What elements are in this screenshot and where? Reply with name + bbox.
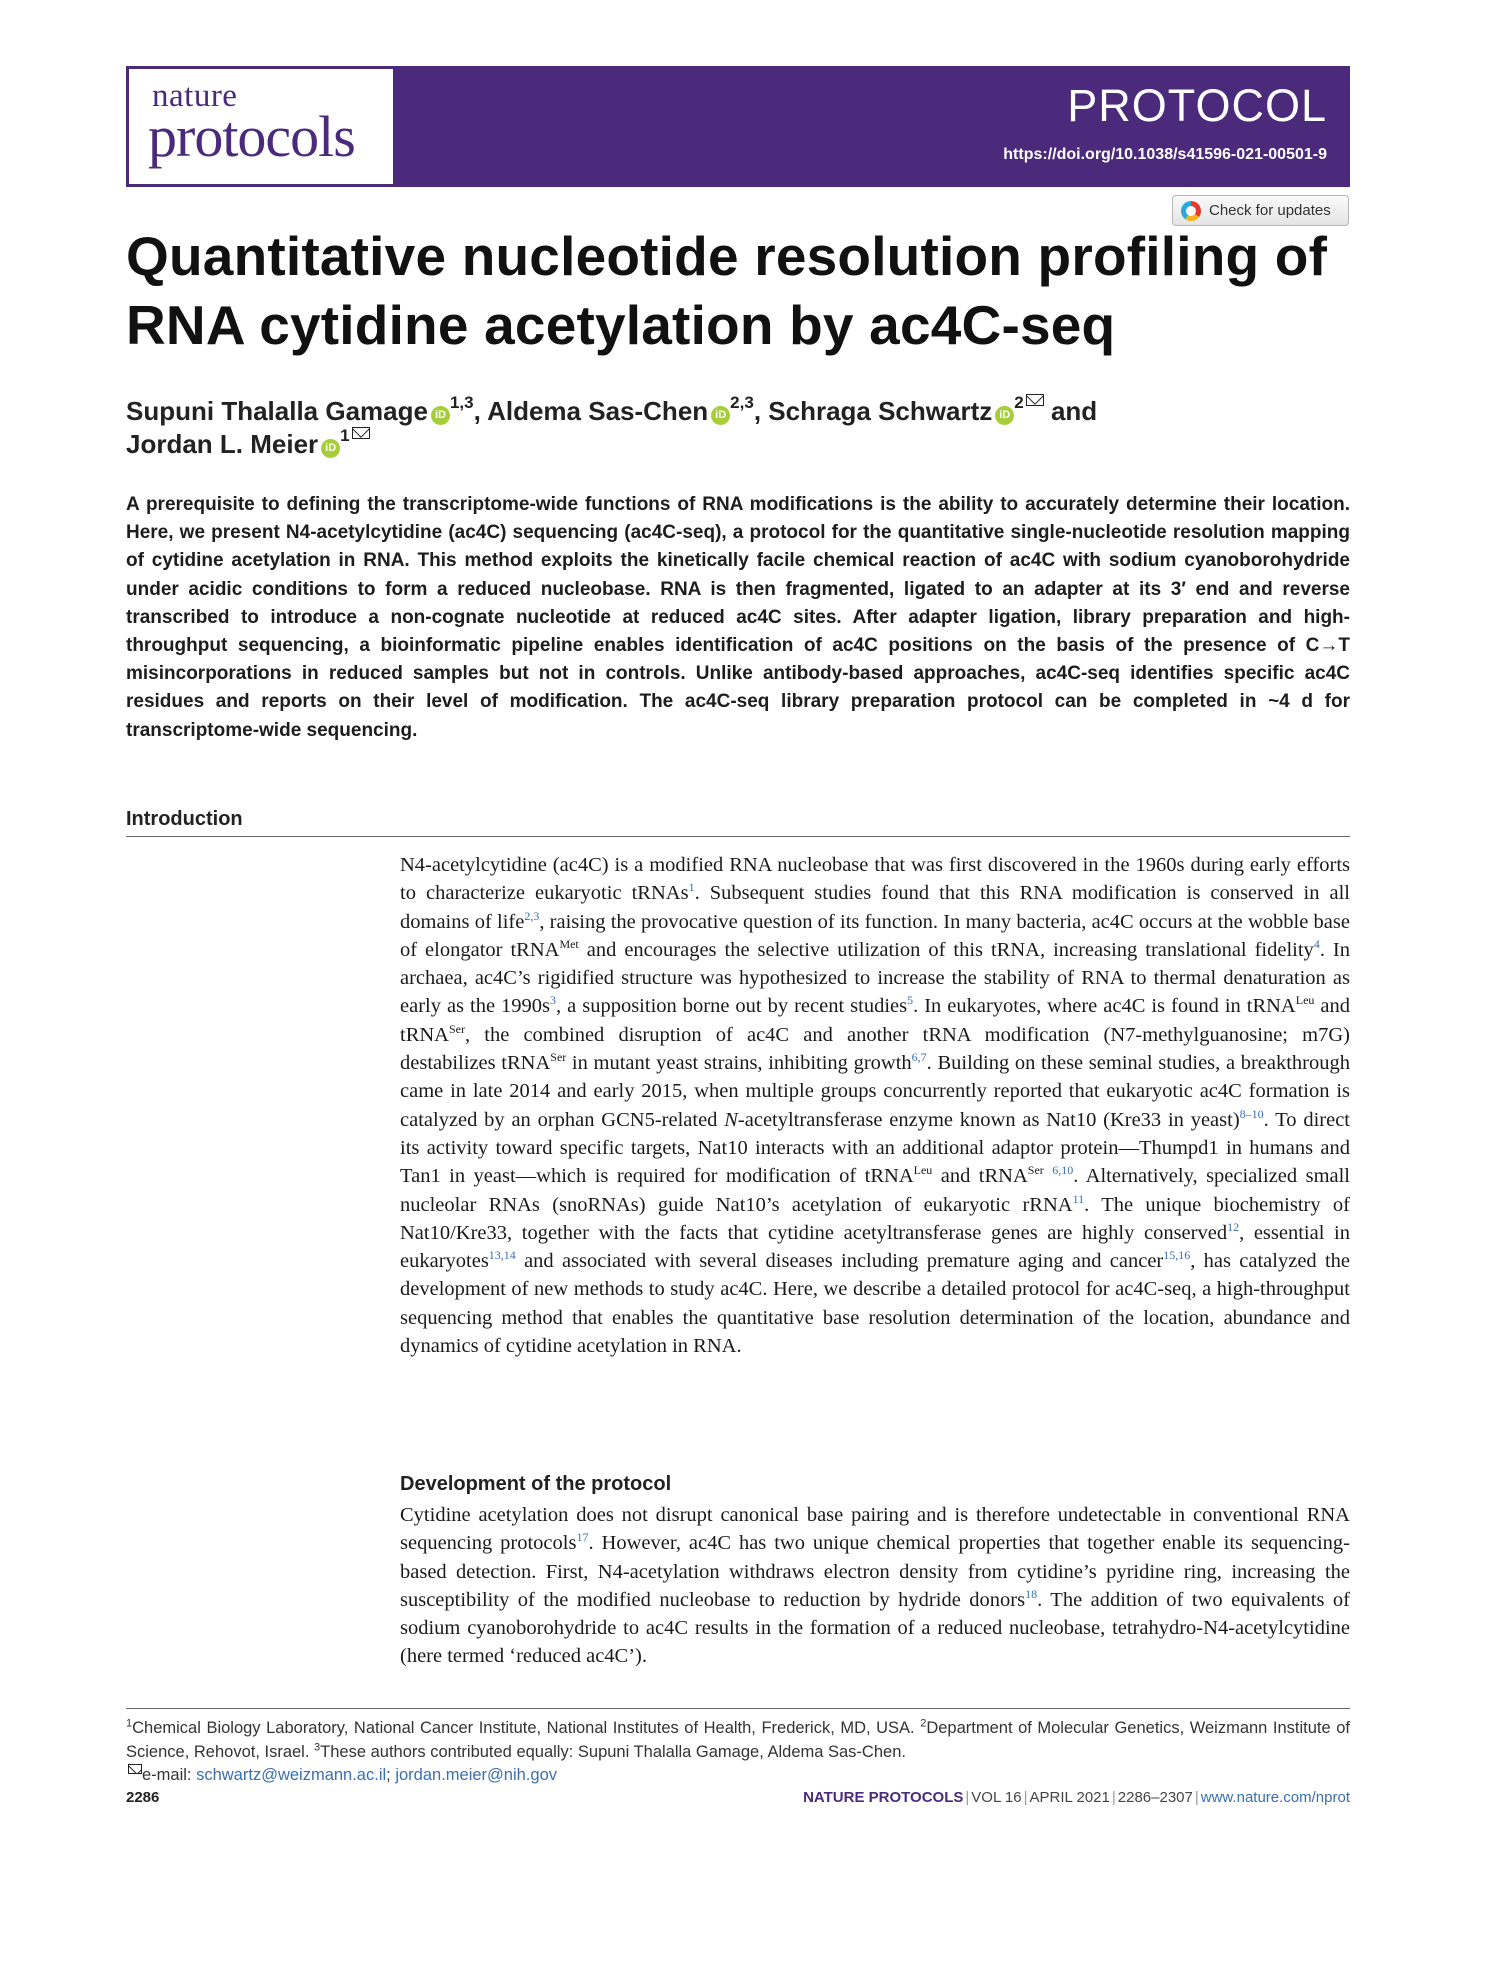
orcid-icon[interactable]: iD [321, 439, 340, 458]
citation-link[interactable]: 5 [907, 993, 914, 1008]
author-affiliation: 2 [1014, 393, 1024, 412]
orcid-icon[interactable]: iD [711, 406, 730, 425]
citation-link[interactable]: 12 [1227, 1220, 1240, 1235]
author-name[interactable]: Schraga Schwartz [768, 396, 993, 426]
abstract: A prerequisite to defining the transcriptome-wide functions of RNA modifications is the ability to accurately determine their location. Here, we present N4-acetylcytidine (ac4C) sequencing (ac4C-seq), a protocol for the quantitative single-nucleotide resolution mapping of cytidine acetylation in RNA. This method exploits the kinetically facile chemical reaction of ac4C with sodium cyanoborohydride under acidic conditions to form a reduced nucleobase. RNA is then fragmented, ligated to an adapter at its 3′ end and reverse transcribed to introduce a non-cognate nucleotide at reduced ac4C sites. After adapter ligation, library preparation and high-throughput sequencing, a bioinformatic pipeline enables identification of ac4C positions on the basis of the presence of C→T misincorporations in reduced samples but not in controls. Unlike antibody-based approaches, ac4C-seq identifies specific ac4C residues and reports on their level of modification. The ac4C-seq library preparation protocol can be completed in ~4 d for transcriptome-wide sequencing. [126, 494, 1350, 741]
author-affiliation: 1 [340, 426, 350, 445]
section-heading-introduction: Introduction [126, 808, 243, 830]
journal-footer: NATURE PROTOCOLS | VOL 16 | APRIL 2021 | 2286–2307 | www.nature.com/nprot [803, 1789, 1350, 1806]
citation-link[interactable]: 6,7 [911, 1050, 927, 1065]
citation-link[interactable]: 8–10 [1239, 1106, 1264, 1121]
article-title: Quantitative nucleotide resolution profiling of RNA cytidine acetylation by ac4C-seq [126, 225, 1328, 356]
citation-link[interactable]: 3 [550, 993, 557, 1008]
email-link[interactable]: jordan.meier@nih.gov [395, 1766, 557, 1784]
crossmark-icon [1181, 201, 1201, 221]
orcid-icon[interactable]: iD [431, 406, 450, 425]
author-list: Supuni Thalalla Gamage iD$^{1,3}$, Aldema Sas-Chen iD$^{2,3}$, Schraga Schwartz iD$^2$ and Jordan L. Meier iD$^1$ [126, 393, 1098, 459]
envelope-icon [128, 1764, 142, 1774]
author-name[interactable]: Jordan L. Meier [126, 429, 319, 459]
envelope-icon[interactable] [1026, 394, 1044, 406]
citation-link[interactable]: 2,3 [524, 908, 540, 923]
development-paragraph: Cytidine acetylation does not disrupt canonical base pairing and is therefore undetectable in conventional RNA sequencing protocols$^{17}$. However, ac4C has two unique chemical properties that together enable its sequencing-based detection. First, N4-acetylation withdraws electron density from cytidine’s pyridine ring, increasing the susceptibility of the modified nucleobase to reduction by hydride donors$^{18}$. The addition of two equivalents of sodium cyanoborohydride to ac4C results in the formation of a reduced nucleobase, tetrahydro-N4-acetylcytidine (here termed ‘reduced ac4C’). [400, 1504, 1350, 1668]
authors-and: and [1050, 396, 1098, 426]
check-updates-label: Check for updates [1209, 202, 1331, 219]
author-name[interactable]: Aldema Sas-Chen [487, 396, 709, 426]
citation-link[interactable]: 17 [576, 1530, 589, 1545]
journal-name: NATURE PROTOCOLS [803, 1789, 964, 1806]
author-affiliation: 1,3 [449, 393, 474, 412]
author-name[interactable]: Supuni Thalalla Gamage [126, 396, 428, 426]
journal-site-link[interactable]: www.nature.com/nprot [1200, 1789, 1350, 1806]
citation-link[interactable]: 18 [1025, 1587, 1038, 1602]
footnote-rule [126, 1708, 1350, 1709]
page-number: 2286 [126, 1789, 160, 1806]
citation-link[interactable]: 15,16 [1163, 1248, 1191, 1263]
envelope-icon[interactable] [352, 427, 370, 439]
email-link[interactable]: schwartz@weizmann.ac.il [196, 1766, 387, 1784]
citation-link[interactable]: 1 [688, 880, 695, 895]
citation-link[interactable]: 4 [1313, 937, 1320, 952]
section-heading-development: Development of the protocol [400, 1473, 672, 1495]
doi-link[interactable]: https://doi.org/10.1038/s41596-021-00501-9 [1003, 146, 1327, 163]
article-type: PROTOCOL [1067, 80, 1327, 131]
orcid-icon[interactable]: iD [995, 406, 1014, 425]
citation-link[interactable]: 13,14 [488, 1248, 516, 1263]
logo-text-protocols: protocols [148, 104, 355, 169]
author-affiliation: 2,3 [730, 393, 754, 412]
logo-text-nature: nature [152, 78, 238, 114]
section-rule [126, 836, 1350, 837]
affiliations-footnote: $^1$Chemical Biology Laboratory, National Cancer Institute, National Institutes of Health, Frederick, MD, USA. $^2$Department of Molecular Genetics, Weizmann Institute of Science, Rehovot, Israel. $^3$These authors contributed equally: Supuni Thalalla Gamage, Aldema Sas-Chen. e-mail: schwartz@weizmann.ac.il; jordan.meier@nih.gov [126, 1717, 1350, 1784]
citation-link[interactable]: 11 [1072, 1191, 1085, 1206]
citation-link[interactable]: 6,10 [1052, 1163, 1074, 1178]
introduction-paragraph: N4-acetylcytidine (ac4C) is a modified RNA nucleobase that was first discovered in the 1960s during early efforts to characterize eukaryotic tRNAs$^1$. Subsequent studies found that this RNA modification is conserved in all domains of life$^{2,3}$, raising the provocative question of its function. In many bacteria, ac4C occurs at the wobble base of elongator tRNA$^{Met}$ and encourages the selective utilization of this tRNA, increasing translational fidelity$^4$. In archaea, ac4C’s rigidified structure was hypothesized to increase the stability of RNA to thermal denaturation as early as the 1990s$^3$, a supposition borne out by recent studies$^5$. In eukaryotes, where ac4C is found in tRNA$^{Leu}$ and tRNA$^{Ser}$, the combined disruption of ac4C and another tRNA modification (N7-methylguanosine; m7G) destabilizes tRNA$^{Ser}$ in mutant yeast strains, inhibiting growth$^{6,7}$. Building on these seminal studies, a breakthrough came in late 2014 and early 2015, when multiple groups concurrently reported that eukaryotic ac4C formation is catalyzed by an orphan GCN5-related N-acetyltransferase enzyme known as Nat10 (Kre33 in yeast)$^{8-10}$. To direct its activity toward specific targets, Nat10 interacts with an additional adaptor protein—Thumpd1 in humans and Tan1 in yeast—which is required for modification of tRNA$^{Leu}$ and tRNA$^{Ser}$ $^{6,10}$. Alternatively, specialized small nucleolar RNAs (snoRNAs) guide Nat10’s acetylation of eukaryotic rRNA$^{11}$. The unique biochemistry of Nat10/Kre33, together with the facts that cytidine acetyltransferase genes are highly conserved$^{12}$, essential in eukaryotes$^{13,14}$ and associated with several diseases including premature aging and cancer$^{15,16}$, has catalyzed the development of new methods to study ac4C. Here, we describe a detailed protocol for ac4C-seq, a high-throughput sequencing method that enables the quantitative base resolution determination of the location, abundance and dynamics of cytidine acetylation in RNA. [400, 854, 1350, 1358]
